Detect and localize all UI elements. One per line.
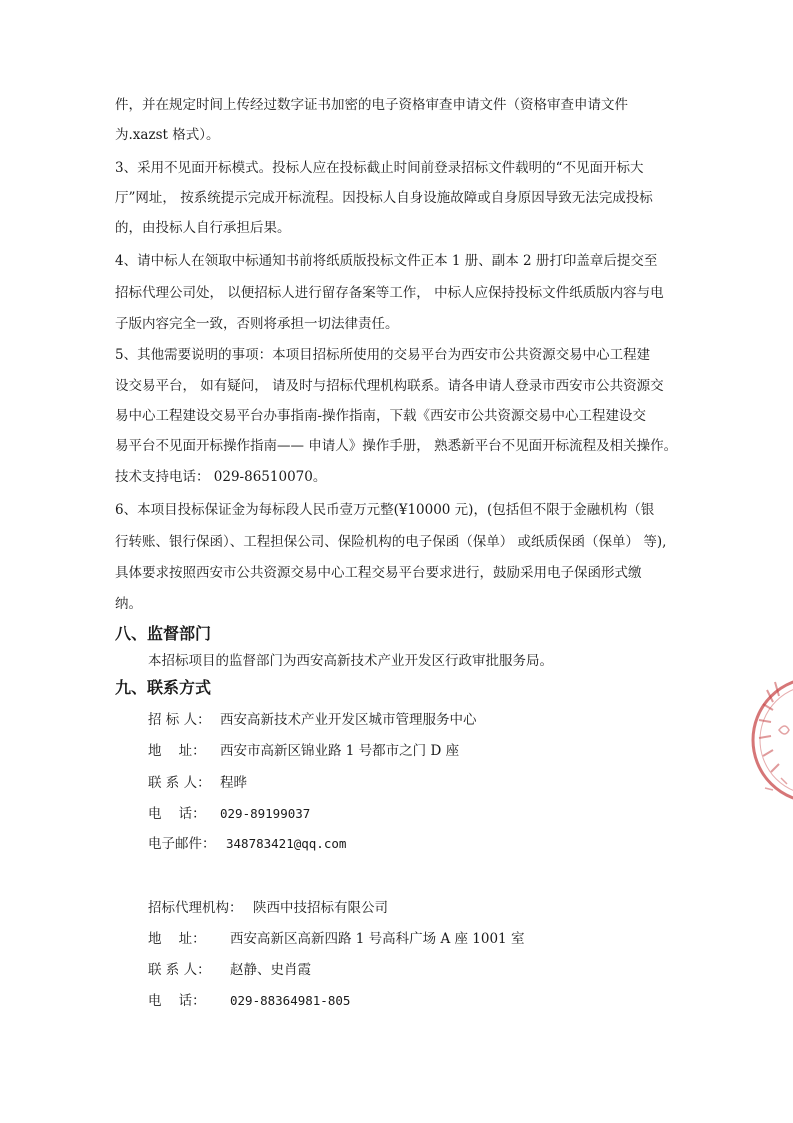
section-heading-contact: 九、联系方式 <box>115 678 212 697</box>
agency-contact-value: 赵静、史肖霞 <box>230 962 311 978</box>
agency-contact-label: 联 系 人： <box>148 962 211 978</box>
tenderer-address-label: 地 址： <box>148 743 206 759</box>
paragraph-line: 的，由投标人自行承担后果。 <box>115 220 291 236</box>
paragraph-line: 厅”网址， 按系统提示完成开标流程。因投标人自身设施故障或自身原因导致无法完成投标 <box>115 190 653 206</box>
agency-phone-value: 029-88364981-805 <box>230 993 351 1008</box>
paragraph-line: 件，并在规定时间上传经过数字证书加密的电子资格审查申请文件（资格审查申请文件 <box>115 97 628 113</box>
paragraph-line: 设交易平台， 如有疑问， 请及时与招标代理机构联系。请各申请人登录市西安市公共资源交 <box>115 378 664 394</box>
paragraph-line: 3、采用不见面开标模式。投标人应在投标截止时间前登录招标文件载明的“不见面开标大 <box>115 160 644 176</box>
tenderer-phone-label: 电 话： <box>148 806 206 822</box>
agency-phone-label: 电 话： <box>148 993 206 1009</box>
paragraph-line: 6、本项目投标保证金为每标段人民币壹万元整(¥10000 元)，(包括但不限于金融机构（银 <box>115 502 655 518</box>
paragraph-line: 子版内容完全一致，否则将承担一切法律责任。 <box>115 316 399 332</box>
tenderer-email-label: 电子邮件： <box>148 836 216 852</box>
paragraph-line: 具体要求按照西安市公共资源交易中心工程交易平台要求进行，鼓励采用电子保函形式缴 <box>115 565 642 581</box>
paragraph-line: 4、请中标人在领取中标通知书前将纸质版投标文件正本 1 册、副本 2 册打印盖章后提交至 <box>115 253 658 269</box>
tenderer-contact-value: 程晔 <box>220 775 247 791</box>
paragraph-line: 易平台不见面开标操作指南—— 申请人》操作手册， 熟悉新平台不见面开标流程及相关操作。 <box>115 438 678 454</box>
paragraph-line: 5、其他需要说明的事项：本项目招标所使用的交易平台为西安市公共资源交易中心工程建 <box>115 347 651 363</box>
tenderer-contact-label: 联 系 人： <box>148 775 211 791</box>
tenderer-email-value: 348783421@qq.com <box>226 836 347 851</box>
tenderer-phone-value: 029-89199037 <box>220 806 311 821</box>
section-heading-supervision: 八、监督部门 <box>115 624 212 643</box>
supervision-text: 本招标项目的监督部门为西安高新技术产业开发区行政审批服务局。 <box>148 653 553 669</box>
agency-name-value: 陕西中技招标有限公司 <box>253 900 388 916</box>
paragraph-line: 招标代理公司处， 以便招标人进行留存备案等工作， 中标人应保持投标文件纸质版内容与电 <box>115 285 664 301</box>
tenderer-address-value: 西安市高新区锦业路 1 号都市之门 D 座 <box>220 743 460 759</box>
paragraph-line: 技术支持电话： 029-86510070。 <box>115 469 327 485</box>
paragraph-line: 纳。 <box>115 596 142 612</box>
agency-address-value: 西安高新区高新四路 1 号高科广场 A 座 1001 室 <box>230 931 525 947</box>
seal-stamp-partial <box>745 660 793 820</box>
agency-address-label: 地 址： <box>148 931 206 947</box>
paragraph-line: 行转账、银行保函）、工程担保公司、保险机构的电子保函（保单） 或纸质保函（保单） 等), <box>115 534 667 550</box>
agency-name-label: 招标代理机构： <box>148 900 243 916</box>
paragraph-line: 易中心工程建设交易平台办事指南-操作指南，下载《西安市公共资源交易中心工程建设交 <box>115 408 647 424</box>
paragraph-line: 为.xazst 格式）。 <box>115 127 220 143</box>
tenderer-name-value: 西安高新技术产业开发区城市管理服务中心 <box>220 712 477 728</box>
tenderer-name-label: 招 标 人： <box>148 712 211 728</box>
